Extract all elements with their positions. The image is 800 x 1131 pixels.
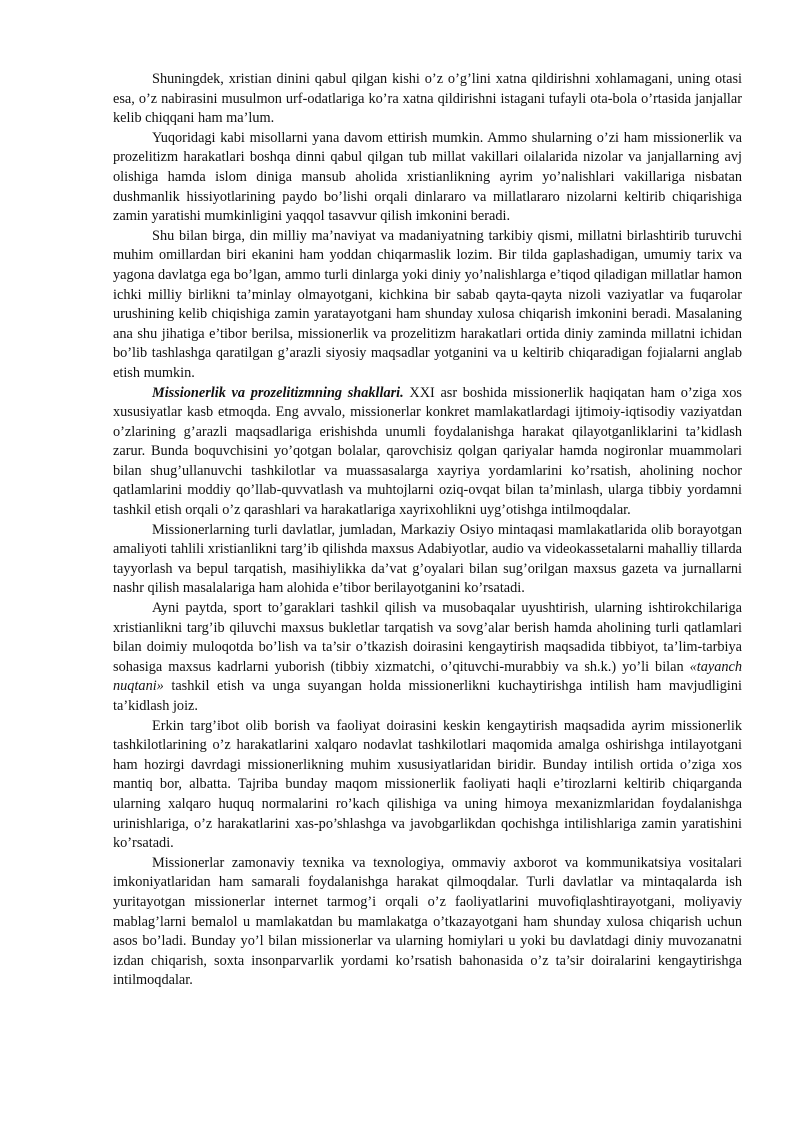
paragraph-5: Missionerlarning turli davlatlar, jumladan, Markaziy Osiyo mintaqasi mamlakatlarida olib borayotgan amaliyoti tahlili xristianlikni targ’ib qilishda maxsus Adabiyotlar, audio va videokassetalarni mahalliy tillarda tayyorlash va bepul tarqatish, masihiylikka da’vat g’oyalari bilan sug’orilgan maxsus gazeta va jurnallarni nashr qilish masalalariga ham alohida e’tibor berilayotganini ko’rsatadi. bbox=[113, 521, 742, 597]
paragraph-6-body: Ayni paytda, sport to’garaklari tashkil qilish va musobaqalar uyushtirish, ularning ishtirokchilariga xristianlikni targ’ib qiluvchi maxsus bukletlar tarqatish va sovg’alar berish hamda aholining turli qatlamlari bilan doimiy muloqotda bo’lish va ta’sir o’tkazish doirasini kengaytirish maqsadida tibbiyot, ta’lim-tarbiya sohasiga maxsus kadrlarni yuborish (tibbiy xizmatchi, o’qituvchi-murabbiy va sh.k.) yo’li bilan bbox=[113, 600, 742, 675]
paragraph-4-body: XXI asr boshida missionerlik haqiqatan ham o’ziga xos xususiyatlar kasb etmoqda. Eng avvalo, missionerlar konkret mamlakatlardagi ijtimoiy-iqtisodiy vaziyatdan o’zlarining g’arazli maqsadlariga erishishda unumli foydalanishga harakat qilayotganliklarini ta’kidlash zarur. Bunda boquvchisini yo’qotgan bolalar, qarovchisiz qolgan qariyalar hamda nogironlar muammolari bilan shug’ullanuvchi tashkilotlar va muassasalarga xayriya yordamlarini ko’rsatish, aholining nochor qatlamlarini moddiy qo’llab-quvvatlash va muhtojlarni oziq-ovqat bilan ta’minlash, ularga tibbiy yordamni tashkil etish orqali o’z qarashlari va harakatlariga xayrixohlikni uyg’otishga intilmoqdalar. bbox=[113, 384, 742, 519]
paragraph-6-tail: tashkil etish va unga suyangan holda missionerlikni kuchaytirishga intilish ham mavjudligini ta’kidlash joiz. bbox=[113, 678, 742, 714]
paragraph-6 bbox=[113, 599, 742, 717]
document-page bbox=[113, 70, 742, 991]
paragraph-4 bbox=[113, 384, 742, 521]
paragraph-6-emphasis: «tayanch nuqtani» bbox=[113, 658, 742, 695]
paragraph-8: Missionerlar zamonaviy texnika va texnologiya, ommaviy axborot va kommunikatsiya vositalari imkoniyatlaridan ham samarali foydalanishga harakat qilmoqdalar. Turli davlatlar va mintaqalarda ish yuritayotgan missionerlar internet tarmog’i orqali o’z faoliyatlarini muvofiqlashtirayotgani, moliyaviy mablag’larni bemalol u mamlakatdan bu mamlakatga o’tkazayotgani ham shunday xulosa chiqarish uchun asos bo’ladi. Bunday yo’l bilan missionerlar va ularning homiylari u yoki bu davlatdagi diniy muvozanatni izdan chiqarish, soxta insonparvarlik yordami ko’rsatish bahonasida o’z ta’sir doiralarini kengaytirishga intilmoqdalar. bbox=[113, 854, 742, 989]
paragraph-1: Shuningdek, xristian dinini qabul qilgan kishi o’z o’g’lini xatna qildirishni xohlamagani, uning otasi esa, o’z nabirasini musulmon urf-odatlariga ko’ra xatna qildirishni istagani tufayli ota-bola o’rtasida janjallar kelib chiqqani ham ma’lum. bbox=[113, 71, 742, 127]
paragraph-7: Erkin targ’ibot olib borish va faoliyat doirasini keskin kengaytirish maqsadida ayrim missionerlik tashkilotlarining o’z harakatlarini xalqaro nodavlat tashkilotlari maqomida amalga oshirishga intilayotgani ham hozirgi davrdagi missionerlikning muhim xususiyatlaridan biridir. Bunday intilish ortida o’ziga xos mantiq bor, albatta. Tajriba bunday maqom missionerlik faoliyati haqli e’tirozlarni keltirib chiqarganda ularning xalqaro huquq normalarini ro’kach qilishiga va uning himoya mexanizmlaridan foydalanishga urinishlariga, o’z harakatlarini xas-po’shlashga va javobgarlikdan qochishga intilishlariga zamin yaratishini ko’rsatadi. bbox=[113, 717, 742, 852]
paragraph-2: Yuqoridagi kabi misollarni yana davom ettirish mumkin. Ammo shularning o’zi ham missionerlik va prozelitizm harakatlari boshqa dinni qabul qilgan tub millat vakillari oilalarida nizolar va janjallarning avj olishiga hamda islom diniga mansub aholida xristianlikning ayrim yo’nalishlari vakillariga nisbatan dushmanlik hissiyotlarining paydo bo’lishi orqali dinlararo va millatlararo nizolarni keltirib chiqarishiga zamin yaratishi mumkinligini yaqqol tasavvur qilish imkonini beradi. bbox=[113, 129, 742, 225]
section-heading-inline: Missionerlik va prozelitizmning shakllari. bbox=[152, 384, 404, 401]
paragraph-3: Shu bilan birga, din milliy ma’naviyat va madaniyatning tarkibiy qismi, millatni birlashtirib turuvchi muhim omillardan biri ekanini ham yoddan chiqarmaslik lozim. Bir tilda gaplashadigan, umumiy tarix va yagona davlatga ega bo’lgan, ammo turli dinlarga yoki diniy yo’nalishlarga e’tiqod qiladigan millatlar hamon ichki milliy birlikni ta’minlay olmayotgani, kichkina bir sabab qayta-qayta nizoli vaziyatlar va fuqarolar urushining kelib chiqishiga zamin yaratayotgani ham shunday xulosa chiqarish imkonini beradi. Masalaning ana shu jihatiga e’tibor berilsa, missionerlik va prozelitizm harakatlari ortida diniy zaminda millatni ichidan bo’lib tashlashga qaratilgan g’arazli siyosiy maqsadlar yotganini va u keltirib chiqaradigan fojialarni anglab etish mumkin. bbox=[113, 227, 742, 381]
